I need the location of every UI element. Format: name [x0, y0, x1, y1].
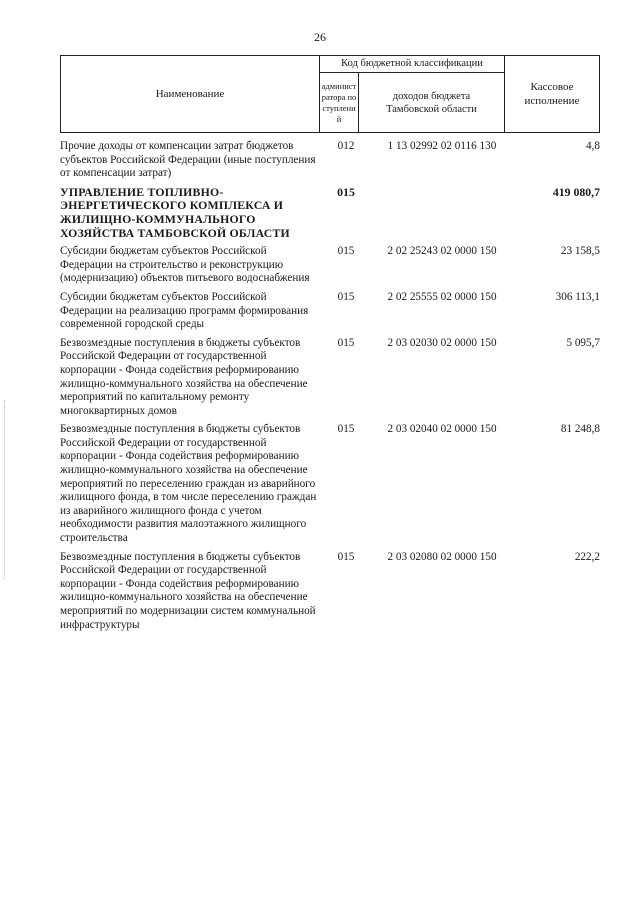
row-revenue-code: 2 03 02080 02 0000 150: [387, 550, 497, 563]
row-revenue-code: 1 13 02992 02 0116 130: [387, 140, 497, 152]
header-name-cell: [60, 55, 320, 133]
header-execution: Кассовое исполнение: [524, 81, 580, 107]
row-revenue-code: 2 03 02030 02 0000 150: [387, 336, 497, 349]
header-revenue: доходов бюджета Тамбовской области: [386, 90, 477, 115]
header-name: Наименование: [155, 88, 225, 100]
row-admin-code: 015: [337, 245, 355, 258]
scan-margin-mark: [4, 400, 6, 580]
section-sum: 419 080,7: [552, 184, 600, 199]
row-revenue-code: 2 03 02040 02 0000 150: [387, 423, 497, 436]
table-row: [60, 337, 600, 419]
row-sum: 81 248,8: [560, 423, 600, 436]
row-admin-code: 015: [337, 550, 355, 563]
page-number: 26: [314, 30, 326, 44]
row-revenue-code: 2 02 25555 02 0000 150: [387, 290, 497, 303]
table-row: [60, 291, 600, 332]
header-execution-cell: [504, 55, 600, 133]
section-revenue-code: [372, 186, 512, 240]
row-admin-code: 012: [337, 140, 355, 152]
revenue-table: [60, 140, 600, 632]
header-budget-class: Код бюджетной классификации: [341, 58, 483, 69]
section-name: УПРАВЛЕНИЕ ТОПЛИВНО-ЭНЕРГЕТИЧЕСКОГО КОМПЛЕКСА И ЖИЛИЩНО-КОММУНАЛЬНОГО ХОЗЯЙСТВА ТАМБОВСКОЙ ОБЛАСТИ: [60, 184, 290, 240]
header-revenue-cell: [358, 72, 505, 133]
header-admin: администратора поступлений: [321, 80, 357, 124]
row-name: Прочие доходы от компенсации затрат бюджетов субъектов Российской Федерации (иные поступления от компенсации затрат): [60, 140, 316, 180]
row-name: Безвозмездные поступления в бюджеты субъектов Российской Федерации от государственной корпорации - Фонда содействия реформированию жилищно-коммунального хозяйства на обеспечение мероприятий по переселению граждан из аварийного жилищного фонда, в том числе переселению граждан из аварийного жилищного фонда с учетом необходимости развития малоэтажного жилищного строительства: [60, 423, 317, 545]
section-admin-code: 015: [337, 184, 355, 199]
table-row: [60, 245, 600, 286]
header-admin-cell: [319, 72, 359, 133]
row-sum: 4,8: [586, 140, 600, 152]
table-row: [60, 140, 600, 181]
table-row: [60, 551, 600, 633]
row-admin-code: 015: [337, 423, 355, 436]
row-name: Безвозмездные поступления в бюджеты субъектов Российской Федерации от государственной корпорации - Фонда содействия реформированию жилищно-коммунального хозяйства на обеспечение мероприятий по модернизации систем коммунальной инфраструктуры: [60, 550, 316, 631]
row-name: Безвозмездные поступления в бюджеты субъектов Российской Федерации от государственной корпорации - Фонда содействия реформированию жилищно-коммунального хозяйства на обеспечение мероприятий по капитальному ремонту многоквартирных домов: [60, 336, 308, 417]
row-revenue-code: 2 02 25243 02 0000 150: [387, 245, 497, 258]
row-sum: 222,2: [574, 550, 600, 563]
row-sum: 23 158,5: [560, 245, 600, 258]
row-sum: 5 095,7: [566, 336, 600, 349]
header-budget-class-cell: [319, 55, 505, 73]
row-sum: 306 113,1: [555, 290, 600, 303]
row-admin-code: 015: [337, 336, 355, 349]
table-row: [60, 423, 600, 545]
table-row-section: [60, 186, 600, 240]
row-name: Субсидии бюджетам субъектов Российской Федерации на строительство и реконструкцию (модернизацию) объектов питьевого водоснабжения: [60, 245, 310, 285]
row-name: Субсидии бюджетам субъектов Российской Федерации на реализацию программ формирования современной городской среды: [60, 290, 309, 331]
row-admin-code: 015: [337, 290, 355, 303]
